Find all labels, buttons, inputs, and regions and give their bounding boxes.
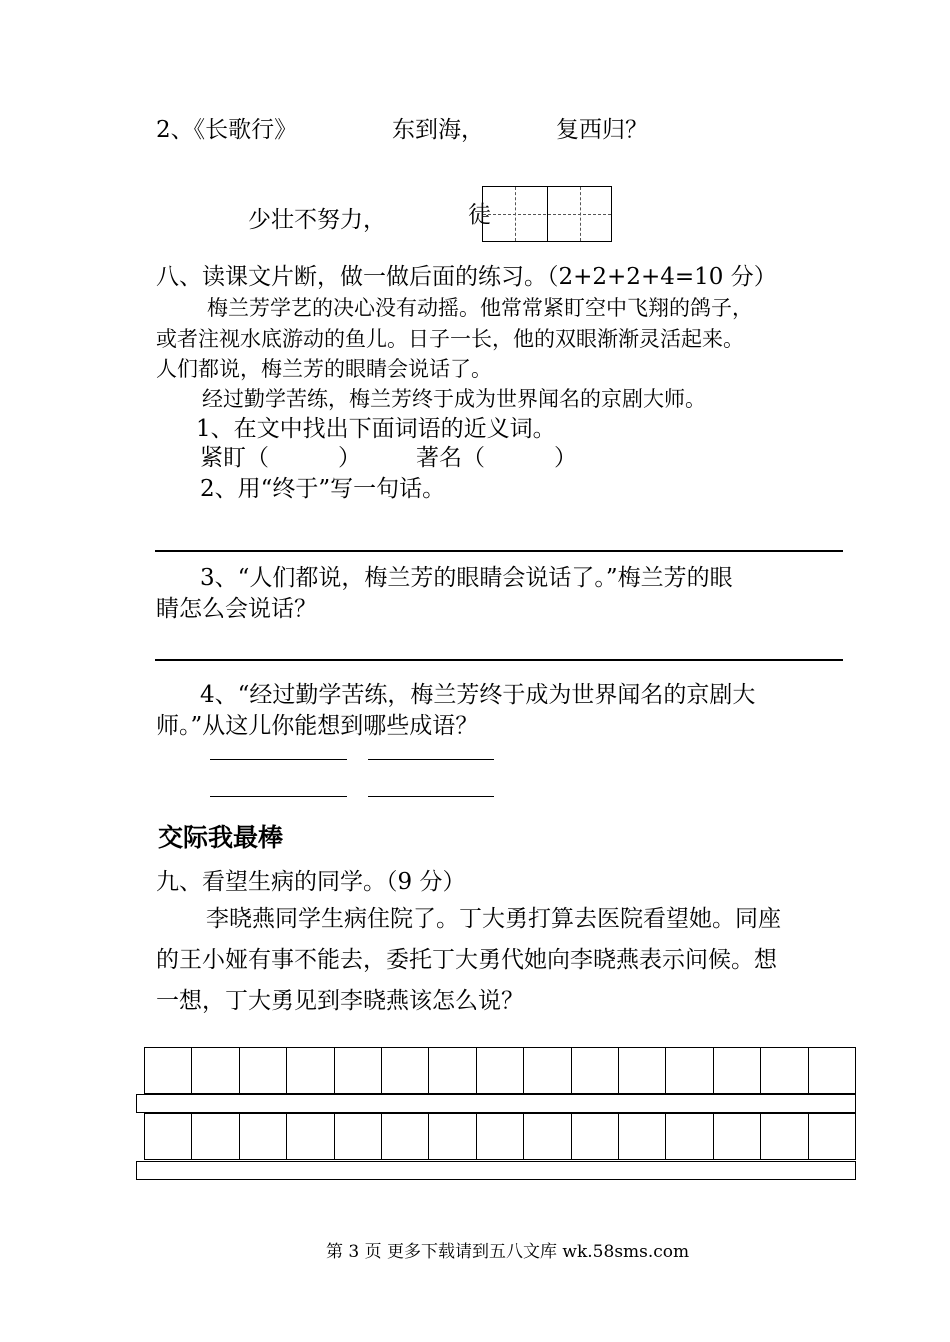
q9-body-line-3: 一想，丁大勇见到李晓燕该怎么说？ [156, 988, 524, 1014]
idiom-blank-3[interactable] [210, 796, 347, 797]
q7-line2-prefix: 2、《长歌行》 [156, 117, 298, 143]
q8-title: 八、读课文片断，做一做后面的练习。（2+2+2+4=10 分） [156, 264, 777, 290]
idiom-blank-4[interactable] [368, 796, 494, 797]
q8-passage-line-1: 梅兰芳学艺的决心没有动摇。他常常紧盯空中飞翔的鸽子， [207, 296, 753, 320]
q8-sub1: 1、在文中找出下面词语的近义词。 [196, 416, 556, 442]
q8-sub2: 2、用“终于”写一句话。 [200, 476, 446, 502]
q8-passage-line-3: 人们都说，梅兰芳的眼睛会说话了。 [156, 357, 492, 381]
q8-sub4-line1: 4、“经过勤学苦练，梅兰芳终于成为世界闻名的京剧大 [200, 682, 756, 708]
q7-line3-start: 少壮不努力， [248, 207, 386, 233]
section-heading: 交际我最棒 [158, 823, 284, 852]
q9-title: 九、看望生病的同学。（9 分） [156, 869, 466, 895]
answer-line-sub3[interactable] [155, 659, 843, 661]
q8-sub1-word2: 著名（ ） [416, 445, 577, 471]
writing-grid-row-2[interactable] [144, 1113, 856, 1160]
answer-line-sub2[interactable] [155, 550, 843, 552]
q8-sub1-word1: 紧盯（ ） [200, 445, 361, 471]
q7-line2-part-b: 复西归？ [556, 117, 648, 143]
q8-sub3-line2: 睛怎么会说话？ [156, 596, 317, 622]
q8-passage-line-2: 或者注视水底游动的鱼儿。日子一长，他的双眼渐渐灵活起来。 [156, 327, 744, 351]
writing-grid-gap-1 [136, 1094, 856, 1113]
q9-body-line-1: 李晓燕同学生病住院了。丁大勇打算去医院看望她。同座 [206, 906, 781, 932]
idiom-blank-1[interactable] [210, 759, 347, 760]
q8-sub4-line2: 师。”从这儿你能想到哪些成语？ [156, 713, 479, 739]
idiom-blank-2[interactable] [368, 759, 494, 760]
writing-grid-gap-2 [136, 1161, 856, 1180]
q8-sub3-line1: 3、“人们都说，梅兰芳的眼睛会说话了。”梅兰芳的眼 [200, 565, 733, 591]
q7-line2-part-a: 东到海， [392, 117, 484, 143]
page-footer: 第 3 页 更多下载请到五八文库 wk.58sms.com [326, 1242, 690, 1262]
tianzi-grid[interactable] [482, 186, 612, 242]
q8-passage-line-4: 经过勤学苦练，梅兰芳终于成为世界闻名的京剧大师。 [202, 387, 706, 411]
tianzi-hidden-char: 徒 [468, 202, 491, 228]
q9-body-line-2: 的王小娅有事不能去，委托丁大勇代她向李晓燕表示问候。想 [156, 947, 777, 973]
writing-grid-row-1[interactable] [144, 1047, 856, 1094]
